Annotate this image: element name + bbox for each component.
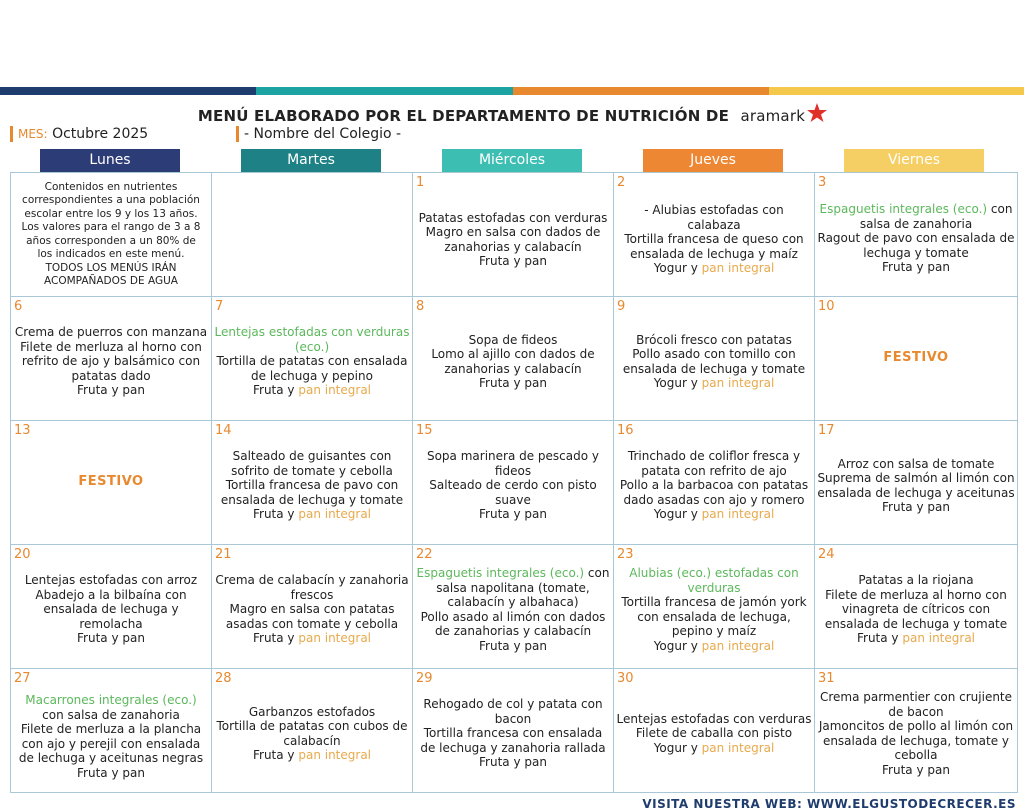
nutrition-note: Contenidos en nutrientes correspondientes a una población escolar entre los 9 y los 13 años. Los valores para el rango de 3 a 8 años corresponden a un 80% de los indicados en este menú. TODOS LOS MENÚS IRÁN ACOMPAÑADOS DE AGUA (21, 180, 201, 287)
day-cell-21 (211, 544, 413, 669)
second-course: Abadejo a la bilbaína con ensalada de lechuga y remolacha (35, 587, 187, 631)
day-number: 1 (416, 175, 425, 190)
second-course: Filete de merluza al horno con vinagreta de cítricos con ensalada de lechuga y tomate (824, 587, 1008, 631)
day-cell-22 (412, 544, 614, 669)
day-number: 22 (416, 547, 433, 562)
day-number: 20 (14, 547, 31, 562)
day-number: 2 (617, 175, 626, 190)
day-number: 27 (14, 671, 31, 686)
second-course: Tortilla francesa de jamón york con ensalada de lechuga, pepino y maíz (621, 595, 807, 638)
page-title (0, 99, 1024, 125)
first-course: Lentejas estofadas con verduras (616, 711, 812, 726)
day-cell-29 (412, 668, 614, 793)
first-course: Crema de calabacín y zanahoria frescos (215, 573, 409, 602)
day-number: 31 (818, 671, 835, 686)
month-label: MES: (18, 127, 48, 141)
dessert: Fruta y pan (77, 631, 145, 646)
dessert: Fruta y pan integral (252, 383, 371, 398)
second-course: Tortilla francesa de queso con ensalada de lechuga y maíz (624, 232, 804, 261)
month-value: Octubre 2025 (52, 126, 149, 142)
dessert: Yogur y pan integral (653, 740, 775, 755)
dessert: Yogur y pan integral (653, 638, 775, 653)
star-person-icon (806, 102, 826, 122)
day-cell-3 (814, 172, 1018, 297)
stripe-navy (0, 87, 256, 95)
second-course: Salteado de cerdo con pisto suave (429, 478, 597, 507)
month-field (10, 126, 225, 146)
day-header-jueves: Jueves (643, 149, 783, 172)
first-course: Sopa de fideos (468, 332, 558, 347)
day-cell-2 (613, 172, 815, 297)
first-course: Garbanzos estofados (248, 704, 376, 719)
day-cell-6 (10, 296, 212, 421)
day-cell-13 (10, 420, 212, 545)
day-cell-9 (613, 296, 815, 421)
footer-website[interactable]: VISITA NUESTRA WEB: WWW.ELGUSTODECRECER.ES (642, 797, 1016, 811)
logo-text: aramark (740, 107, 806, 125)
dessert: Fruta y pan (77, 765, 145, 780)
day-header-viernes: Viernes (844, 149, 984, 172)
day-number: 16 (617, 423, 634, 438)
day-number: 29 (416, 671, 433, 686)
second-course: Pollo asado al limón con dados de zanahorias y calabacín (420, 609, 606, 638)
dessert: Yogur y pan integral (653, 261, 775, 276)
day-cell-24 (814, 544, 1018, 669)
day-number: 3 (818, 175, 827, 190)
day-header-miercoles: Miércoles (442, 149, 582, 172)
dessert: Fruta y pan integral (856, 631, 975, 646)
first-course: Patatas a la riojana (858, 573, 974, 588)
day-cell-17 (814, 420, 1018, 545)
stripe-orange (513, 87, 769, 95)
first-course: Espaguetis integrales (eco.) con salsa de zanahoria (819, 202, 1013, 231)
second-course: Filete de merluza a la plancha con ajo y perejil con ensalada de lechuga y aceitunas negras (18, 722, 204, 765)
day-cell-8 (412, 296, 614, 421)
day-cell-20 (10, 544, 212, 669)
school-field (236, 126, 836, 146)
dessert: Fruta y pan (479, 376, 547, 390)
first-course: Salteado de guisantes con sofrito de tomate y cebolla (231, 449, 393, 478)
first-course: Sopa marinera de pescado y fideos (426, 449, 600, 478)
first-course: - Alubias estofadas con calabaza (644, 203, 784, 232)
first-course: Arroz con salsa de tomate (837, 456, 995, 471)
first-course: Brócoli fresco con patatas (636, 332, 792, 347)
aramark-logo (740, 107, 826, 125)
second-course: Magro en salsa con patatas asadas con tomate y cebolla (225, 602, 399, 631)
day-number: 6 (14, 299, 23, 314)
day-number: 15 (416, 423, 433, 438)
holiday-label: FESTIVO (883, 350, 949, 366)
day-number: 24 (818, 547, 835, 562)
day-cell-27 (10, 668, 212, 793)
day-header-martes: Martes (241, 149, 381, 172)
school-name: - Nombre del Colegio - (244, 126, 402, 142)
second-course: Pollo a la barbacoa con patatas dado asadas con ajo y romero (619, 478, 809, 507)
day-number: 28 (215, 671, 232, 686)
first-course: Espaguetis integrales (eco.) con salsa napolitana (tomate, calabacín y albahaca) (416, 566, 610, 609)
day-number: 9 (617, 299, 626, 314)
dessert: Fruta y pan (882, 260, 950, 275)
dessert: Fruta y pan (882, 762, 950, 777)
second-course: Filete de merluza al horno con refrito de ajo y balsámico con patatas dado (20, 339, 202, 383)
dessert: Fruta y pan integral (252, 507, 371, 522)
day-number: 7 (215, 299, 224, 314)
dessert: Fruta y pan (479, 755, 547, 770)
dessert: Fruta y pan (479, 254, 547, 268)
day-cell-23 (613, 544, 815, 669)
first-course: Alubias (eco.) estofadas con verduras (629, 566, 799, 595)
day-cell-10 (814, 296, 1018, 421)
second-course: Filete de caballa con pisto (635, 726, 793, 741)
first-course: Crema de puerros con manzana (14, 325, 208, 340)
second-course: Tortilla francesa de pavo con ensalada de lechuga y tomate (220, 478, 404, 507)
second-course: Tortilla de patatas con cubos de calabacín (216, 719, 408, 748)
second-course: Pollo asado con tomillo con ensalada de lechuga y tomate (622, 347, 806, 376)
second-course: Suprema de salmón al limón con ensalada de lechuga y aceitunas (817, 471, 1015, 500)
day-number: 14 (215, 423, 232, 438)
dessert: Fruta y pan integral (252, 631, 371, 646)
empty-cell (211, 172, 413, 297)
holiday-label: FESTIVO (78, 474, 144, 490)
day-cell-28 (211, 668, 413, 793)
day-cell-7 (211, 296, 413, 421)
dessert: Yogur y pan integral (653, 507, 775, 522)
stripe-yellow (769, 87, 1024, 95)
day-number: 13 (14, 423, 31, 438)
dessert: Fruta y pan (479, 507, 547, 522)
note-cell (10, 172, 212, 297)
stripe-teal (256, 87, 513, 95)
dessert: Fruta y pan (479, 638, 547, 653)
school-bar (236, 126, 239, 142)
day-cell-30 (613, 668, 815, 793)
second-course: Tortilla de patatas con ensalada de lechuga y pepino (216, 354, 408, 383)
dessert: Fruta y pan (882, 500, 950, 514)
dessert: Fruta y pan integral (252, 748, 371, 762)
second-course: Lomo al ajillo con dados de zanahorias y calabacín (431, 347, 595, 376)
second-course: Ragout de pavo con ensalada de lechuga y tomate (817, 231, 1015, 260)
day-number: 17 (818, 423, 835, 438)
day-cell-31 (814, 668, 1018, 793)
second-course: Tortilla francesa con ensalada de lechuga y zanahoria rallada (420, 726, 606, 755)
first-course: Lentejas estofadas con arroz (24, 573, 198, 588)
month-bar (10, 126, 13, 142)
day-number: 21 (215, 547, 232, 562)
first-course: Lentejas estofadas con verduras (eco.) (214, 325, 410, 354)
day-cell-14 (211, 420, 413, 545)
day-number: 23 (617, 547, 634, 562)
first-course: Crema parmentier con crujiente de bacon (819, 690, 1013, 719)
day-number: 10 (818, 299, 835, 314)
first-course: Rehogado de col y patata con bacon (423, 697, 603, 726)
dessert: Yogur y pan integral (653, 376, 775, 390)
title-text: MENÚ ELABORADO POR EL DEPARTAMENTO DE NUTRICIÓN DE (197, 107, 730, 125)
first-course: Patatas estofadas con verduras (418, 210, 608, 225)
day-cell-16 (613, 420, 815, 545)
day-cell-15 (412, 420, 614, 545)
day-header-lunes: Lunes (40, 149, 180, 172)
day-cell-1 (412, 172, 614, 297)
second-course: Magro en salsa con dados de zanahorias y calabacín (425, 225, 601, 254)
first-course: Macarrones integrales (eco.) con salsa de zanahoria (25, 693, 197, 722)
dessert: Fruta y pan (77, 383, 145, 398)
second-course: Jamoncitos de pollo al limón con ensalada de lechuga, tomate y cebolla (818, 719, 1014, 762)
day-number: 8 (416, 299, 425, 314)
first-course: Trinchado de coliflor fresca y patata con refrito de ajo (627, 449, 801, 478)
day-number: 30 (617, 671, 634, 686)
